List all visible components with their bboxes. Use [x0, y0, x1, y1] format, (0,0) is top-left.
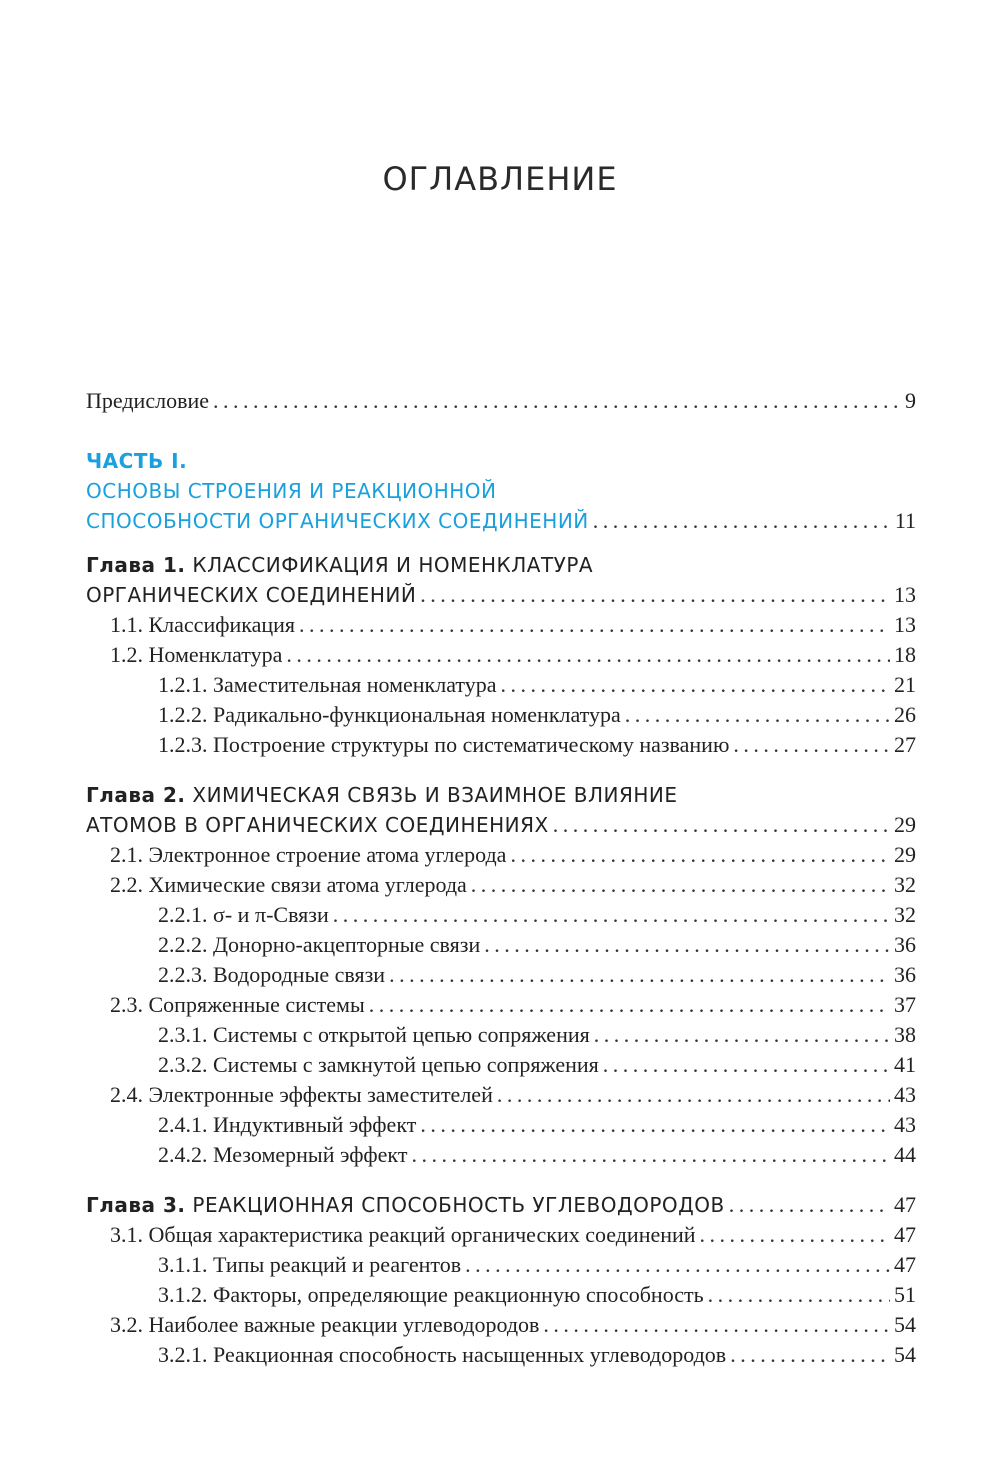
chapter1-heading: [86, 550, 593, 580]
dot-leader: [543, 1310, 890, 1340]
entry-title: 3.1. Общая характеристика реакций органических соединений: [110, 1222, 696, 1247]
toc-entry[interactable]: [110, 1220, 916, 1250]
page-number: 27: [894, 732, 916, 757]
dot-leader: [420, 580, 890, 610]
entry-title: 1.2. Номенклатура: [110, 642, 283, 667]
chapter2-heading: [86, 780, 678, 810]
dot-leader: [333, 900, 890, 930]
page-number: 32: [894, 902, 916, 927]
entry-title: 3.2. Наиболее важные реакции углеводородов: [110, 1312, 540, 1337]
dot-leader: [625, 700, 890, 730]
entry-title: 2.1. Электронное строение атома углерода: [110, 842, 507, 867]
toc-entry[interactable]: [110, 840, 916, 870]
toc-entry[interactable]: [110, 870, 916, 900]
entry-title: 2.2. Химические связи атома углерода: [110, 872, 467, 897]
entry-title: 1.2.1. Заместительная номенклатура: [158, 672, 497, 697]
entry-title: 2.4.2. Мезомерный эффект: [158, 1142, 408, 1167]
toc-entry[interactable]: [158, 900, 916, 930]
page-number: 18: [894, 642, 916, 667]
dot-leader: [497, 1080, 890, 1110]
page-number: 13: [894, 582, 916, 607]
page-number: 9: [905, 388, 916, 413]
dot-leader: [594, 1020, 890, 1050]
page-number: 26: [894, 702, 916, 727]
page-number: 13: [894, 612, 916, 637]
page-number: 29: [894, 812, 916, 837]
dot-leader: [510, 840, 890, 870]
toc-entry[interactable]: [158, 700, 916, 730]
dot-leader: [501, 670, 891, 700]
page-number: 21: [894, 672, 916, 697]
part-title-line2: СПОСОБНОСТИ ОРГАНИЧЕСКИХ СОЕДИНЕНИЙ: [86, 509, 589, 533]
chapter-label: Глава 1.: [86, 553, 186, 577]
toc-entry[interactable]: [158, 1050, 916, 1080]
entry-title: 3.1.2. Факторы, определяющие реакционную способность: [158, 1282, 704, 1307]
part-label: ЧАСТЬ I.: [86, 449, 188, 473]
toc-entry[interactable]: [158, 960, 916, 990]
entry-title: 2.4. Электронные эффекты заместителей: [110, 1082, 493, 1107]
dot-leader: [299, 610, 890, 640]
chapter-label: Глава 3.: [86, 1193, 186, 1217]
part-title-line1: ОСНОВЫ СТРОЕНИЯ И РЕАКЦИОННОЙ: [86, 479, 497, 503]
toc-entry[interactable]: [158, 1140, 916, 1170]
dot-leader: [465, 1250, 890, 1280]
chapter-label: Глава 2.: [86, 783, 186, 807]
page-number: 54: [894, 1342, 916, 1367]
page-number: 36: [894, 962, 916, 987]
page-number: 41: [894, 1052, 916, 1077]
entry-title: 2.2.3. Водородные связи: [158, 962, 386, 987]
page-title: ОГЛАВЛЕНИЕ: [382, 160, 618, 198]
dot-leader: [708, 1280, 890, 1310]
chapter-title-line1: РЕАКЦИОННАЯ СПОСОБНОСТЬ УГЛЕВОДОРОДОВ: [192, 1193, 725, 1217]
toc-entry[interactable]: [158, 1340, 916, 1370]
chapter-title-line1: КЛАССИФИКАЦИЯ И НОМЕНКЛАТУРА: [192, 553, 594, 577]
dot-leader: [369, 990, 890, 1020]
page-number: 47: [894, 1222, 916, 1247]
dot-leader: [420, 1110, 890, 1140]
entry-title: 2.3.1. Системы с открытой цепью сопряжения: [158, 1022, 590, 1047]
entry-title: 1.2.3. Построение структуры по систематическому названию: [158, 732, 730, 757]
chapter-title-line2: АТОМОВ В ОРГАНИЧЕСКИХ СОЕДИНЕНИЯХ: [86, 813, 549, 837]
page-number: 44: [894, 1142, 916, 1167]
entry-title: 1.2.2. Радикально-функциональная номенклатура: [158, 702, 621, 727]
page-number: 51: [894, 1282, 916, 1307]
entry-title: 2.2.2. Донорно-акцепторные связи: [158, 932, 481, 957]
toc-entry-part1[interactable]: [86, 506, 916, 536]
dot-leader: [730, 1340, 890, 1370]
page-number: 47: [894, 1252, 916, 1277]
page-number: 54: [894, 1312, 916, 1337]
toc-entry[interactable]: [158, 1110, 916, 1140]
page-number: 36: [894, 932, 916, 957]
dot-leader: [484, 930, 890, 960]
toc-entry-chapter1[interactable]: [86, 580, 916, 610]
toc-entry[interactable]: [110, 1310, 916, 1340]
page-number: 38: [894, 1022, 916, 1047]
dot-leader: [286, 640, 890, 670]
entry-title: 2.3. Сопряженные системы: [110, 992, 365, 1017]
toc-entry-chapter3[interactable]: [86, 1190, 916, 1220]
dot-leader: [553, 810, 890, 840]
dot-leader: [471, 870, 890, 900]
toc-entry[interactable]: [158, 1280, 916, 1310]
entry-title: Предисловие: [86, 388, 209, 413]
page-number: 32: [894, 872, 916, 897]
toc-entry[interactable]: [158, 1250, 916, 1280]
entry-title: 2.4.1. Индуктивный эффект: [158, 1112, 417, 1137]
chapter-title-line1: ХИМИЧЕСКАЯ СВЯЗЬ И ВЗАИМНОЕ ВЛИЯНИЕ: [192, 783, 678, 807]
dot-leader: [733, 730, 890, 760]
toc-entry[interactable]: [110, 640, 916, 670]
dot-leader: [213, 386, 901, 416]
toc-entry-chapter2[interactable]: [86, 810, 916, 840]
entry-title: 2.3.2. Системы с замкнутой цепью сопряжения: [158, 1052, 599, 1077]
page-number: 29: [894, 842, 916, 867]
entry-title: 1.1. Классификация: [110, 612, 296, 637]
dot-leader: [593, 506, 891, 536]
dot-leader: [411, 1140, 890, 1170]
toc-entry[interactable]: [158, 670, 916, 700]
toc-entry[interactable]: [158, 730, 916, 760]
page-number: 43: [894, 1082, 916, 1107]
chapter-title-line2: ОРГАНИЧЕСКИХ СОЕДИНЕНИЙ: [86, 583, 417, 607]
dot-leader: [729, 1190, 890, 1220]
page-number: 43: [894, 1112, 916, 1137]
toc-entry[interactable]: [110, 1080, 916, 1110]
page-number: 47: [894, 1192, 916, 1217]
toc-entry[interactable]: [110, 990, 916, 1020]
toc-entry-preface[interactable]: [86, 386, 916, 416]
chapter3-heading: [86, 1190, 725, 1220]
dot-leader: [389, 960, 890, 990]
page-number: 37: [894, 992, 916, 1017]
entry-title: 2.2.1. σ- и π-Связи: [158, 902, 329, 927]
toc-entry[interactable]: [158, 1020, 916, 1050]
dot-leader: [700, 1220, 890, 1250]
entry-title: 3.2.1. Реакционная способность насыщенных углеводородов: [158, 1342, 727, 1367]
toc-entry[interactable]: [158, 930, 916, 960]
dot-leader: [603, 1050, 890, 1080]
entry-title: 3.1.1. Типы реакций и реагентов: [158, 1252, 462, 1277]
toc-entry[interactable]: [110, 610, 916, 640]
page-number: 11: [894, 508, 916, 533]
